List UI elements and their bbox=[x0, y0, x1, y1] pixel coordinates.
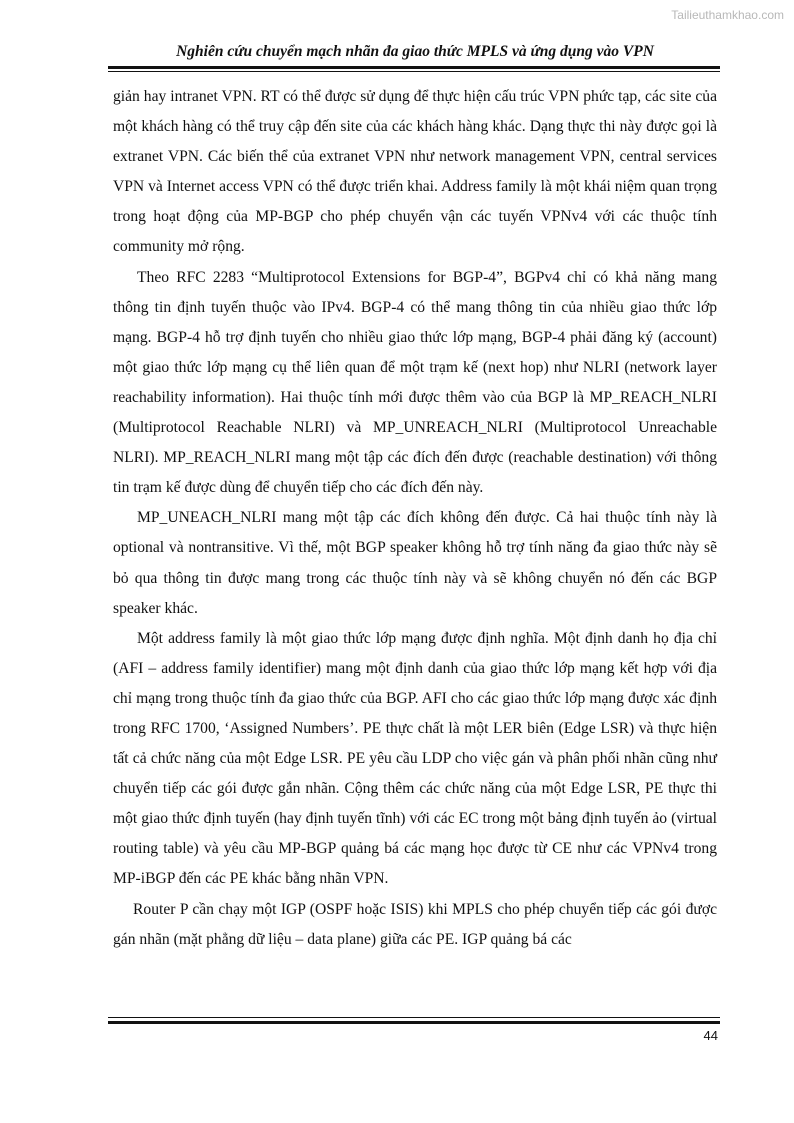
document-body bbox=[113, 82, 717, 955]
paragraph: MP_UNEACH_NLRI mang một tập các đích không đến được. Cả hai thuộc tính này là optional và nontransitive. Vì thế, một BGP speaker không hỗ trợ tính năng đa giao thức này sẽ bỏ qua thông tin được mang trong các thuộc tính này và sẽ không chuyển nó đến các BGP speaker khác. bbox=[113, 509, 717, 617]
footer-rule-thin bbox=[108, 1017, 720, 1018]
paragraph: Theo RFC 2283 “Multiprotocol Extensions for BGP-4”, BGPv4 chỉ có khả năng mang thông tin định tuyến thuộc vào IPv4. BGP-4 có thể mang thông tin của nhiều giao thức lớp mạng. BGP-4 hỗ trợ định tuyến cho nhiều giao thức lớp mạng, BGP-4 phải đăng ký (account) một giao thức lớp mạng cụ thể liên quan để một trạm kế (next hop) như NLRI (network layer reachability information). Hai thuộc tính mới được thêm vào của BGP là MP_REACH_NLRI (Multiprotocol Reachable NLRI) và MP_UNREACH_NLRI (Multiprotocol Unreachable NLRI). MP_REACH_NLRI mang một tập các đích đến được (reachable destination) với thông tin trạm kế được dùng để chuyển tiếp cho các đích đến này. bbox=[113, 268, 717, 497]
header-rule-thick bbox=[108, 66, 720, 69]
paragraph: Một address family là một giao thức lớp mạng được định nghĩa. Một định danh họ địa chỉ (AFI – address family identifier) mang một định danh của giao thức lớp mạng kết hợp với địa chỉ mạng trong thuộc tính đa giao thức của BGP. AFI cho các giao thức lớp mạng được xác định trong RFC 1700, ‘Assigned Numbers’. PE thực chất là một LER biên (Edge LSR) và thực hiện tất cả chức năng của một Edge LSR. PE yêu cầu LDP cho việc gán và phân phối nhãn cũng như chuyển tiếp các gói được gắn nhãn. Cộng thêm các chức năng của một Edge LSR, PE thực thi một giao thức định tuyến (hay định tuyến tĩnh) với các EC trong một bảng định tuyến ảo (virtual routing table) và yêu cầu MP-BGP quảng bá các mạng học được từ CE như các VPNv4 trong MP-iBGP đến các PE khác bằng nhãn VPN. bbox=[113, 629, 717, 888]
watermark: Tailieuthamkhao.com bbox=[671, 8, 784, 22]
footer-rule-thick bbox=[108, 1021, 720, 1024]
running-header-title: Nghiên cứu chuyển mạch nhãn đa giao thức MPLS và ứng dụng vào VPN bbox=[176, 43, 654, 60]
page-number: 44 bbox=[703, 1028, 718, 1043]
header-rule-thin bbox=[108, 71, 720, 72]
paragraph: Router P cần chạy một IGP (OSPF hoặc ISIS) khi MPLS cho phép chuyển tiếp các gói được gán nhãn (mặt phẳng dữ liệu – data plane) giữa các PE. IGP quảng bá các bbox=[113, 900, 717, 948]
paragraph: giản hay intranet VPN. RT có thể được sử dụng để thực hiện cấu trúc VPN phức tạp, các site của một khách hàng có thể truy cập đến site của các khách hàng khác. Dạng thực thi này được gọi là extranet VPN. Các biến thể của extranet VPN như network management VPN, central services VPN và Internet access VPN có thể được triển khai. Address family là một khái niệm quan trọng trong hoạt động của MP-BGP cho phép chuyển vận các tuyến VPNv4 với các thuộc tính community mở rộng. bbox=[113, 88, 717, 256]
